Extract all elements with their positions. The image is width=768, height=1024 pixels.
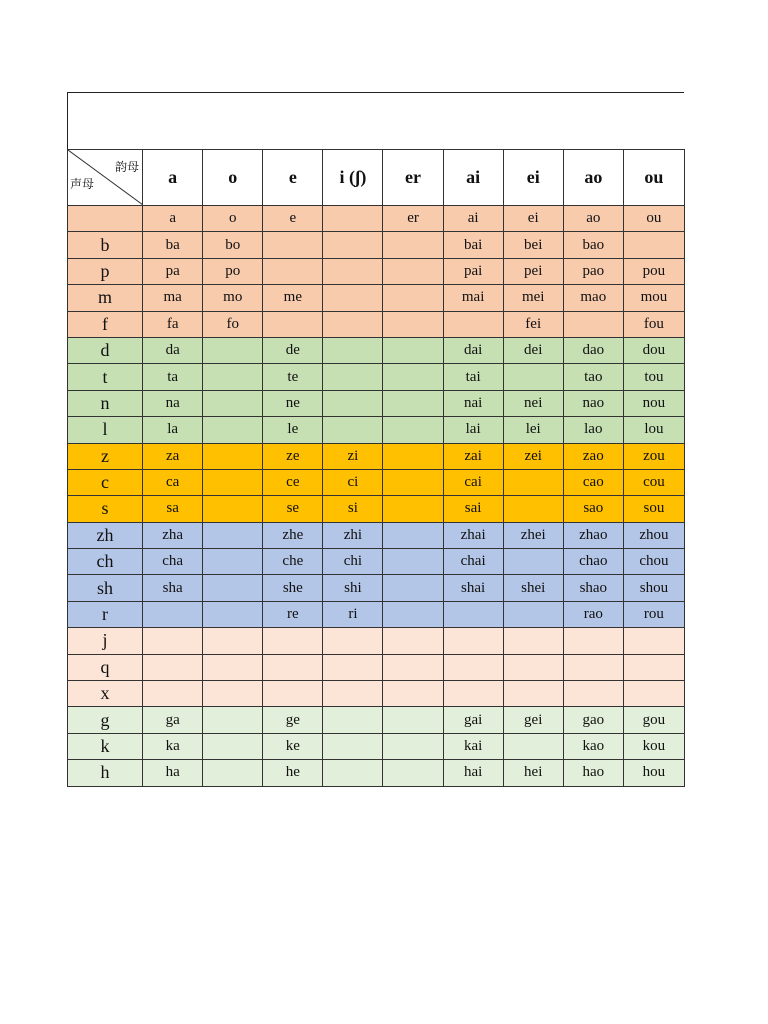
syllable-cell: tai [443,364,503,390]
syllable-cell: sai [443,496,503,522]
syllable-cell: nou [623,390,684,416]
syllable-cell: ao [563,206,623,232]
syllable-cell: zou [623,443,684,469]
syllable-cell [323,390,383,416]
syllable-cell: de [263,337,323,363]
pinyin-table [67,149,685,787]
initials-axis-label: 声母 [70,177,95,191]
table-row [68,337,685,363]
syllable-cell: bao [563,232,623,258]
initial-cell: k [68,733,143,759]
finals-axis-label: 韵母 [115,160,140,174]
syllable-cell [203,733,263,759]
syllable-cell: cai [443,469,503,495]
syllable-cell: ma [143,285,203,311]
syllable-cell [323,285,383,311]
syllable-cell [503,628,563,654]
initial-cell: r [68,601,143,627]
syllable-cell [203,469,263,495]
syllable-cell: gao [563,707,623,733]
syllable-cell: dao [563,337,623,363]
syllable-cell: zei [503,443,563,469]
syllable-cell [203,707,263,733]
syllable-cell [143,601,203,627]
table-row [68,285,685,311]
syllable-cell [443,654,503,680]
syllable-cell [323,311,383,337]
syllable-cell: tou [623,364,684,390]
syllable-cell: he [263,760,323,786]
syllable-cell: si [323,496,383,522]
table-row [68,258,685,284]
syllable-cell [203,417,263,443]
syllable-cell [203,681,263,707]
syllable-cell [383,364,443,390]
syllable-cell [443,681,503,707]
syllable-cell [503,364,563,390]
syllable-cell [203,601,263,627]
initial-cell: l [68,417,143,443]
syllable-cell [203,337,263,363]
syllable-cell [263,311,323,337]
syllable-cell: ge [263,707,323,733]
initial-cell: j [68,628,143,654]
initial-cell: q [68,654,143,680]
syllable-cell: za [143,443,203,469]
syllable-cell [383,258,443,284]
syllable-cell [623,628,684,654]
syllable-cell [503,681,563,707]
syllable-cell: chou [623,549,684,575]
syllable-cell: fo [203,311,263,337]
syllable-cell: lei [503,417,563,443]
syllable-cell: ga [143,707,203,733]
syllable-cell [503,601,563,627]
syllable-cell [503,654,563,680]
syllable-cell: lao [563,417,623,443]
syllable-cell: zhi [323,522,383,548]
syllable-cell: ze [263,443,323,469]
syllable-cell: shei [503,575,563,601]
syllable-cell [203,364,263,390]
syllable-cell: kai [443,733,503,759]
initial-cell: s [68,496,143,522]
syllable-cell [383,443,443,469]
syllable-cell [383,654,443,680]
final-header-cell: ao [563,150,623,206]
syllable-cell: nai [443,390,503,416]
syllable-cell: hao [563,760,623,786]
initial-cell: x [68,681,143,707]
table-row [68,443,685,469]
syllable-cell: zhao [563,522,623,548]
initial-cell: c [68,469,143,495]
syllable-cell: po [203,258,263,284]
syllable-cell [323,232,383,258]
syllable-cell [203,654,263,680]
initial-cell [68,206,143,232]
syllable-cell: me [263,285,323,311]
initial-cell: t [68,364,143,390]
syllable-cell: ba [143,232,203,258]
syllable-cell [443,311,503,337]
initial-cell: b [68,232,143,258]
table-row [68,733,685,759]
syllable-cell [323,681,383,707]
pinyin-sheet [67,92,685,787]
final-header-cell: o [203,150,263,206]
syllable-cell: pao [563,258,623,284]
syllable-cell: dei [503,337,563,363]
syllable-cell [323,364,383,390]
syllable-cell [623,232,684,258]
syllable-cell: chai [443,549,503,575]
syllable-cell [323,337,383,363]
syllable-cell [383,496,443,522]
syllable-cell: gou [623,707,684,733]
header-row [68,150,685,206]
syllable-cell [323,417,383,443]
syllable-cell: zhai [443,522,503,548]
syllable-cell: rou [623,601,684,627]
syllable-cell [563,681,623,707]
final-header-cell: ai [443,150,503,206]
syllable-cell [383,760,443,786]
syllable-cell: pa [143,258,203,284]
syllable-cell [623,681,684,707]
syllable-cell [263,681,323,707]
syllable-cell [263,654,323,680]
syllable-cell [143,628,203,654]
syllable-cell: sha [143,575,203,601]
syllable-cell [383,469,443,495]
table-row [68,654,685,680]
syllable-cell: bai [443,232,503,258]
syllable-cell [383,733,443,759]
syllable-cell [263,232,323,258]
syllable-cell: zha [143,522,203,548]
table-row [68,681,685,707]
table-row [68,707,685,733]
syllable-cell: sou [623,496,684,522]
syllable-cell [203,390,263,416]
syllable-cell: mou [623,285,684,311]
corner-header-cell [68,150,143,206]
syllable-cell [323,733,383,759]
table-row [68,522,685,548]
syllable-cell: hai [443,760,503,786]
syllable-cell: shou [623,575,684,601]
table-row [68,417,685,443]
syllable-cell [323,760,383,786]
syllable-cell [503,469,563,495]
final-header-cell: ei [503,150,563,206]
syllable-cell [203,549,263,575]
syllable-cell: kao [563,733,623,759]
syllable-cell [263,258,323,284]
syllable-cell: ce [263,469,323,495]
syllable-cell: bo [203,232,263,258]
syllable-cell: a [143,206,203,232]
syllable-cell: bei [503,232,563,258]
syllable-cell: ci [323,469,383,495]
syllable-cell [383,575,443,601]
syllable-cell: kou [623,733,684,759]
syllable-cell: chao [563,549,623,575]
syllable-cell [383,232,443,258]
table-row [68,575,685,601]
title-cell [67,92,684,149]
syllable-cell: da [143,337,203,363]
syllable-cell: sao [563,496,623,522]
syllable-cell [383,285,443,311]
syllable-cell: le [263,417,323,443]
syllable-cell: fou [623,311,684,337]
syllable-cell: nei [503,390,563,416]
initial-cell: ch [68,549,143,575]
syllable-cell [563,654,623,680]
syllable-cell [383,549,443,575]
syllable-cell [383,522,443,548]
syllable-cell [383,417,443,443]
syllable-cell: rao [563,601,623,627]
table-row [68,206,685,232]
syllable-cell [383,628,443,654]
syllable-cell: pou [623,258,684,284]
syllable-cell: dai [443,337,503,363]
syllable-cell [143,654,203,680]
syllable-cell: cou [623,469,684,495]
syllable-cell [443,601,503,627]
initial-cell: zh [68,522,143,548]
syllable-cell: pei [503,258,563,284]
syllable-cell: zhe [263,522,323,548]
syllable-cell: ta [143,364,203,390]
final-header-cell: ou [623,150,684,206]
syllable-cell [563,311,623,337]
table-row [68,390,685,416]
syllable-cell: zai [443,443,503,469]
syllable-cell: te [263,364,323,390]
syllable-cell [563,628,623,654]
syllable-cell [203,575,263,601]
syllable-cell: se [263,496,323,522]
table-row [68,364,685,390]
table-row [68,628,685,654]
syllable-cell: gei [503,707,563,733]
final-header-cell: e [263,150,323,206]
syllable-cell [443,628,503,654]
syllable-cell: ha [143,760,203,786]
table-row [68,469,685,495]
syllable-cell [503,733,563,759]
syllable-cell: gai [443,707,503,733]
syllable-cell [203,522,263,548]
syllable-cell [203,443,263,469]
syllable-cell [203,496,263,522]
table-row [68,549,685,575]
initial-cell: z [68,443,143,469]
initial-cell: g [68,707,143,733]
table-row [68,760,685,786]
syllable-cell: ka [143,733,203,759]
syllable-cell [383,707,443,733]
syllable-cell [383,681,443,707]
syllable-cell: zi [323,443,383,469]
syllable-cell [623,654,684,680]
syllable-cell: ri [323,601,383,627]
syllable-cell: na [143,390,203,416]
syllable-cell: ai [443,206,503,232]
syllable-cell: mo [203,285,263,311]
syllable-cell [383,337,443,363]
syllable-cell: mao [563,285,623,311]
syllable-cell [323,258,383,284]
final-header-cell: i (ʃ) [323,150,383,206]
syllable-cell [383,390,443,416]
syllable-cell: ei [503,206,563,232]
syllable-cell: e [263,206,323,232]
initial-cell: m [68,285,143,311]
syllable-cell: she [263,575,323,601]
syllable-cell: shi [323,575,383,601]
syllable-cell: er [383,206,443,232]
syllable-cell: mei [503,285,563,311]
syllable-cell: fei [503,311,563,337]
syllable-cell: ca [143,469,203,495]
syllable-cell: sa [143,496,203,522]
initial-cell: h [68,760,143,786]
syllable-cell: nao [563,390,623,416]
syllable-cell: cha [143,549,203,575]
syllable-cell [203,628,263,654]
syllable-cell [323,206,383,232]
table-row [68,311,685,337]
syllable-cell: hei [503,760,563,786]
table-body [68,206,685,787]
syllable-cell: lai [443,417,503,443]
initial-cell: n [68,390,143,416]
syllable-cell: tao [563,364,623,390]
syllable-cell: zao [563,443,623,469]
syllable-cell: re [263,601,323,627]
syllable-cell: ke [263,733,323,759]
initial-cell: f [68,311,143,337]
syllable-cell: mai [443,285,503,311]
table-row [68,232,685,258]
syllable-cell: ou [623,206,684,232]
syllable-cell: cao [563,469,623,495]
syllable-cell: o [203,206,263,232]
table-row [68,496,685,522]
syllable-cell: chi [323,549,383,575]
syllable-cell [383,601,443,627]
initial-cell: p [68,258,143,284]
syllable-cell [143,681,203,707]
syllable-cell: ne [263,390,323,416]
syllable-cell [503,496,563,522]
syllable-cell: zhou [623,522,684,548]
syllable-cell: dou [623,337,684,363]
syllable-cell: fa [143,311,203,337]
syllable-cell: pai [443,258,503,284]
syllable-cell: zhei [503,522,563,548]
syllable-cell [323,628,383,654]
initial-cell: d [68,337,143,363]
syllable-cell [263,628,323,654]
final-header-cell: a [143,150,203,206]
syllable-cell [203,760,263,786]
syllable-cell: shao [563,575,623,601]
final-header-cell: er [383,150,443,206]
syllable-cell [383,311,443,337]
syllable-cell: hou [623,760,684,786]
syllable-cell: shai [443,575,503,601]
syllable-cell [323,654,383,680]
initial-cell: sh [68,575,143,601]
syllable-cell [503,549,563,575]
syllable-cell [323,707,383,733]
syllable-cell: lou [623,417,684,443]
table-row [68,601,685,627]
syllable-cell: che [263,549,323,575]
syllable-cell: la [143,417,203,443]
